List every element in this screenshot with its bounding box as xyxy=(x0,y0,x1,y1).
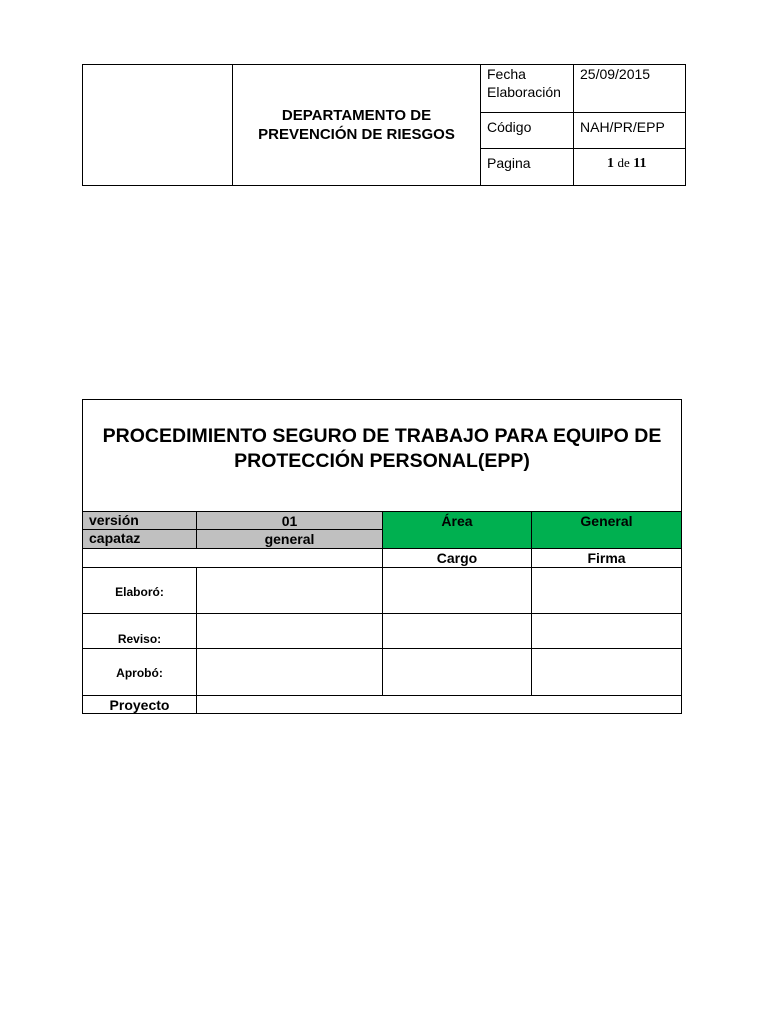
area-label: Área xyxy=(441,512,473,529)
logo-area xyxy=(83,65,232,185)
area-value: General xyxy=(580,512,633,529)
version-label: versión xyxy=(89,512,139,528)
procedure-title xyxy=(83,424,681,474)
elaboro-label: Elaboró: xyxy=(115,585,164,599)
department-title-line2: PREVENCIÓN DE RIESGOS xyxy=(258,126,455,143)
codigo-value: NAH/PR/EPP xyxy=(580,119,665,135)
fecha-label xyxy=(487,65,561,101)
procedure-title-line1: PROCEDIMIENTO SEGURO DE TRABAJO PARA EQUIPO DE xyxy=(102,425,662,447)
fecha-label-line2: Elaboración xyxy=(487,84,561,100)
firma-header: Firma xyxy=(587,549,626,566)
pagina-total: 11 xyxy=(633,156,647,171)
pagina-label: Pagina xyxy=(487,155,531,171)
proyecto-label: Proyecto xyxy=(109,696,170,713)
fecha-label-line1: Fecha xyxy=(487,66,526,82)
reviso-label: Reviso: xyxy=(117,632,162,646)
aprobo-label: Aprobó: xyxy=(116,666,163,680)
capataz-label: capataz xyxy=(89,530,141,546)
fecha-value: 25/09/2015 xyxy=(580,66,651,82)
pagina-de: de xyxy=(617,155,630,170)
cargo-header: Cargo xyxy=(436,549,478,566)
pagina-current: 1 xyxy=(607,156,614,171)
procedure-title-line2: PROTECCIÓN PERSONAL(EPP) xyxy=(234,450,530,472)
department-title-line1: DEPARTAMENTO DE xyxy=(281,107,432,124)
pagina-value xyxy=(607,156,647,172)
department-title xyxy=(233,65,480,185)
capataz-value: general xyxy=(264,531,315,547)
version-value: 01 xyxy=(281,512,298,529)
codigo-label: Código xyxy=(487,119,532,135)
